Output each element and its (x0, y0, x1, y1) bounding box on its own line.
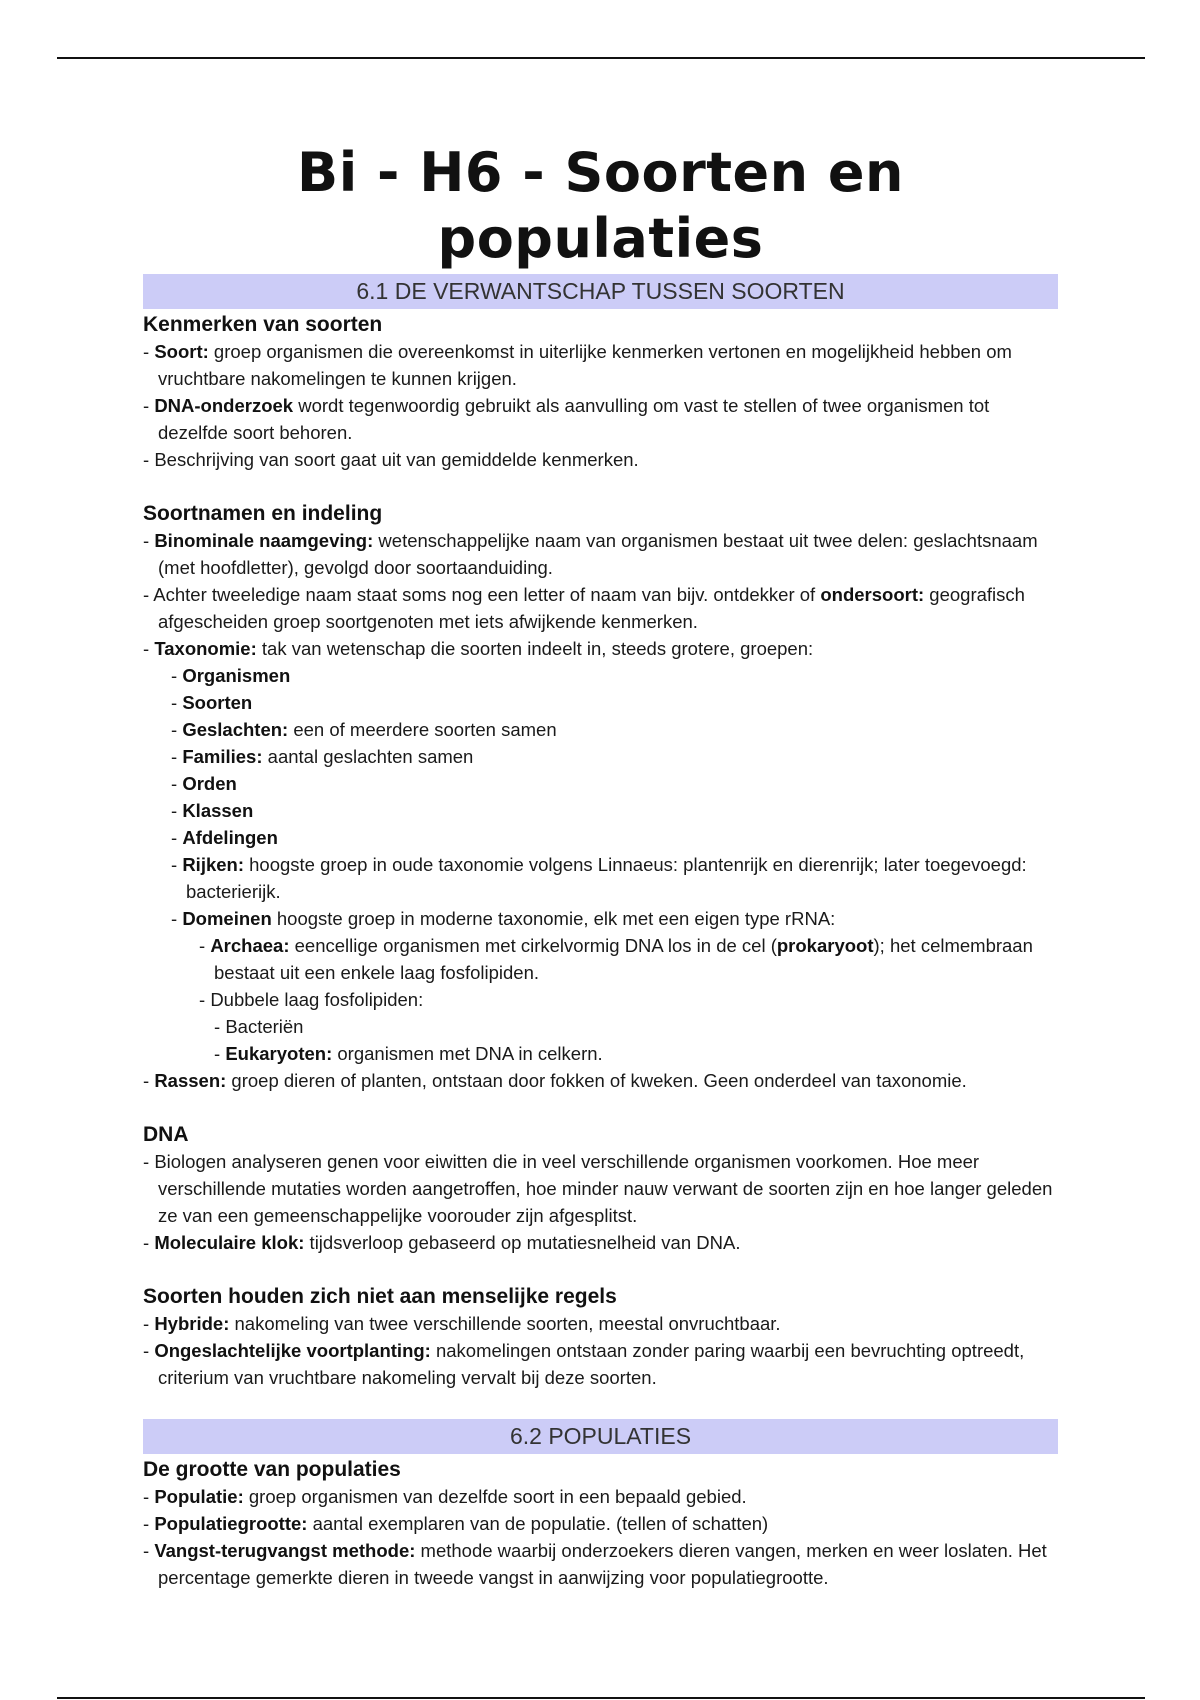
bottom-rule (57, 1697, 1145, 1699)
list-item: - Beschrijving van soort gaat uit van gemiddelde kenmerken. (143, 449, 639, 470)
subheading-grootte: De grootte van populaties (143, 1458, 401, 1481)
domain-item-eukaryoten: - Eukaryoten: organismen met DNA in celkern. (214, 1043, 603, 1064)
list-item: - Ongeslachtelijke voortplanting: nakomelingen ontstaan zonder paring waarbij een bevruchting optreedt, criterium van vruchtbare nakomeling vervalt bij deze soorten. (143, 1340, 1025, 1388)
section-heading-populaties: 6.2 POPULATIES (143, 1419, 1058, 1454)
subheading-kenmerken: Kenmerken van soorten (143, 313, 383, 336)
list-item: - Moleculaire klok: tijdsverloop gebaseerd op mutatiesnelheid van DNA. (143, 1232, 741, 1253)
top-rule (57, 57, 1145, 59)
subheading-dna: DNA (143, 1123, 189, 1146)
taxonomy-level: - Families: aantal geslachten samen (171, 746, 474, 767)
domain-item-archaea: - Archaea: eencellige organismen met cirkelvormig DNA los in de cel (prokaryoot); het celmembraan bestaat uit een enkele laag fosfolipiden. (199, 935, 1033, 983)
list-item: - Achter tweeledige naam staat soms nog een letter of naam van bijv. ontdekker of ondersoort: geografisch afgescheiden groep soortgenoten met iets afwijkende kenmerken. (143, 584, 1025, 632)
list-item: - Populatie: groep organismen van dezelfde soort in een bepaald gebied. (143, 1486, 747, 1507)
taxonomy-level: - Organismen (171, 665, 291, 686)
page-title: Bi - H6 - Soorten en populaties (297, 141, 904, 270)
list-item: - Biologen analyseren genen voor eiwitten die in veel verschillende organismen voorkomen. Hoe meer verschillende mutaties worden aangetroffen, hoe minder nauw verwant de soorten zijn en hoe langer geleden ze van een gemeenschappelijke voorouder zijn afgesplitst. (143, 1151, 1053, 1226)
taxonomy-level: - Geslachten: een of meerdere soorten samen (171, 719, 557, 740)
taxonomy-level: - Orden (171, 773, 237, 794)
document-body (143, 140, 1058, 1591)
taxonomy-level: - Soorten (171, 692, 253, 713)
list-item: - Vangst-terugvangst methode: methode waarbij onderzoekers dieren vangen, merken en weer loslaten. Het percentage gemerkte dieren in tweede vangst in aanwijzing voor populatiegrootte. (143, 1540, 1047, 1588)
list-item: - Taxonomie: tak van wetenschap die soorten indeelt in, steeds grotere, groepen: (143, 638, 814, 659)
list-item: - DNA-onderzoek wordt tegenwoordig gebruikt als aanvulling om vast te stellen of twee organismen tot dezelfde soort behoren. (143, 395, 990, 443)
list-item: - Soort: groep organismen die overeenkomst in uiterlijke kenmerken vertonen en mogelijkheid hebben om vruchtbare nakomelingen te kunnen krijgen. (143, 341, 1012, 389)
list-item: - Rassen: groep dieren of planten, ontstaan door fokken of kweken. Geen onderdeel van taxonomie. (143, 1070, 967, 1091)
taxonomy-level: - Afdelingen (171, 827, 278, 848)
domain-item-bacterien: - Bacteriën (214, 1016, 304, 1037)
domain-item-dubbele-laag: - Dubbele laag fosfolipiden: (199, 989, 424, 1010)
list-item: - Hybride: nakomeling van twee verschillende soorten, meestal onvruchtbaar. (143, 1313, 781, 1334)
list-item: - Binominale naamgeving: wetenschappelijke naam van organismen bestaat uit twee delen: geslachtsnaam (met hoofdletter), gevolgd door soortaanduiding. (143, 530, 1038, 578)
taxonomy-level: - Domeinen hoogste groep in moderne taxonomie, elk met een eigen type rRNA: (171, 908, 836, 929)
section-heading-verwantschap: 6.1 DE VERWANTSCHAP TUSSEN SOORTEN (143, 274, 1058, 309)
subheading-regels: Soorten houden zich niet aan menselijke regels (143, 1285, 617, 1308)
subheading-soortnamen: Soortnamen en indeling (143, 502, 383, 525)
taxonomy-level: - Klassen (171, 800, 254, 821)
list-item: - Populatiegrootte: aantal exemplaren van de populatie. (tellen of schatten) (143, 1513, 769, 1534)
taxonomy-level: - Rijken: hoogste groep in oude taxonomie volgens Linnaeus: plantenrijk en dierenrijk; later toegevoegd: bacterierijk. (171, 854, 1027, 902)
